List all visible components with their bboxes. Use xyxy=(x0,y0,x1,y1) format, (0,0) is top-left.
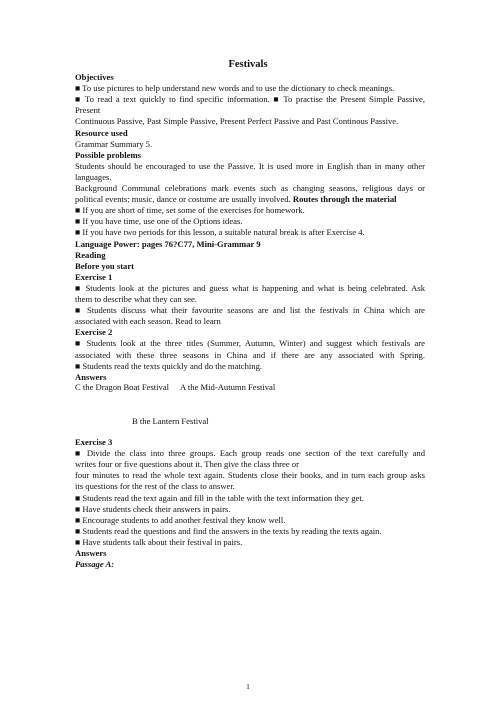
text-line: ■ Students read the text again and fill in the table with the text information they get. xyxy=(75,492,364,503)
text-line: Exercise 1 xyxy=(75,271,113,282)
answer-item: B the Lantern Festival xyxy=(132,416,209,426)
text-line: associated with each season. Read to learn xyxy=(75,316,221,327)
text-line: Continuous Passive, Past Simple Passive, Present Perfect Passive and Past Continous Passive. xyxy=(75,116,399,127)
text-line: Possible problems xyxy=(75,149,141,160)
text-line: writes four or five questions about it. Then give the class three or xyxy=(75,459,299,470)
text-line: Language Power: pages 76?C77, Mini-Grammar 9 xyxy=(75,238,261,249)
page-number: 1 xyxy=(246,682,250,691)
text-line: ■ Divide the class into three groups. Each group reads one section of the text carefully and xyxy=(75,448,425,459)
text-line: ■ To use pictures to help understand new words and to use the dictionary to check meanings. xyxy=(75,83,395,94)
text-line: ■ Encourage students to add another festival they know well. xyxy=(75,514,286,525)
text-line: Grammar Summary 5. xyxy=(75,138,153,149)
text-line: Reading xyxy=(75,249,106,260)
text-line: ■ If you have time, use one of the Options ideas. xyxy=(75,216,243,227)
text-line: Students should be encouraged to use the Passive. It is used more in English than in many other xyxy=(75,160,425,171)
text-line: Present xyxy=(75,105,101,116)
inline-heading: Routes through the material xyxy=(290,194,397,205)
text-line: ■ Students discuss what their favourite seasons are and list the festivals in China which are xyxy=(75,305,425,316)
text-line: political events; music, dance or costume are usually involved. Routes through the material xyxy=(75,194,397,205)
text-line: Exercise 2 xyxy=(75,327,113,338)
text-line: Before you start xyxy=(75,260,135,271)
text-line: Passage A: xyxy=(75,559,115,570)
text-line: ■ If you are short of time, set some of the exercises for homework. xyxy=(75,205,305,216)
text-line: languages. xyxy=(75,171,112,182)
text-line: Exercise 3 xyxy=(75,437,113,447)
document-title: Festivals xyxy=(228,59,268,70)
text-line: Background Communal celebrations mark events such as changing seasons, religious days or xyxy=(75,183,425,193)
text-line: its questions for the rest of the class to answer. xyxy=(75,481,235,492)
text-line: ■ Have students talk about their festival in pairs. xyxy=(75,536,243,547)
text-line: ■ To read a text quickly to find specific information. ■ To practise the Present Simple Passive, xyxy=(75,94,425,105)
text-line: ■ Students read the texts quickly and do the matching. xyxy=(75,360,263,371)
text-line: them to describe what they can see. xyxy=(75,294,197,304)
text-line: ■ Students look at the pictures and guess what is happening and what is being celebrated. Ask xyxy=(75,282,425,293)
text-line: ■ Have students check their answers in pairs. xyxy=(75,503,231,514)
text-line: ■ If you have two periods for this lesson, a suitable natural break is after Exercise 4. xyxy=(75,227,365,238)
text-line: ■ Students look at the three titles (Summer, Autumn, Winter) and suggest which festivals are xyxy=(75,338,425,349)
text-line: associated with these three seasons in China and if there are any associated with Spring. xyxy=(75,349,425,360)
text-line: Objectives xyxy=(75,72,114,82)
text-line: Resource used xyxy=(75,127,128,138)
text-line: Answers xyxy=(75,371,107,382)
text-line: ■ Students read the questions and find the answers in the texts by reading the texts again. xyxy=(75,525,382,536)
answer-item: A the Mid-Autumn Festival xyxy=(180,382,276,392)
answer-item: C the Dragon Boat Festival xyxy=(75,382,170,392)
text-line: Answers xyxy=(75,548,107,558)
text-line: four minutes to read the whole text again. Students close their books, and in turn each group asks xyxy=(75,470,425,481)
